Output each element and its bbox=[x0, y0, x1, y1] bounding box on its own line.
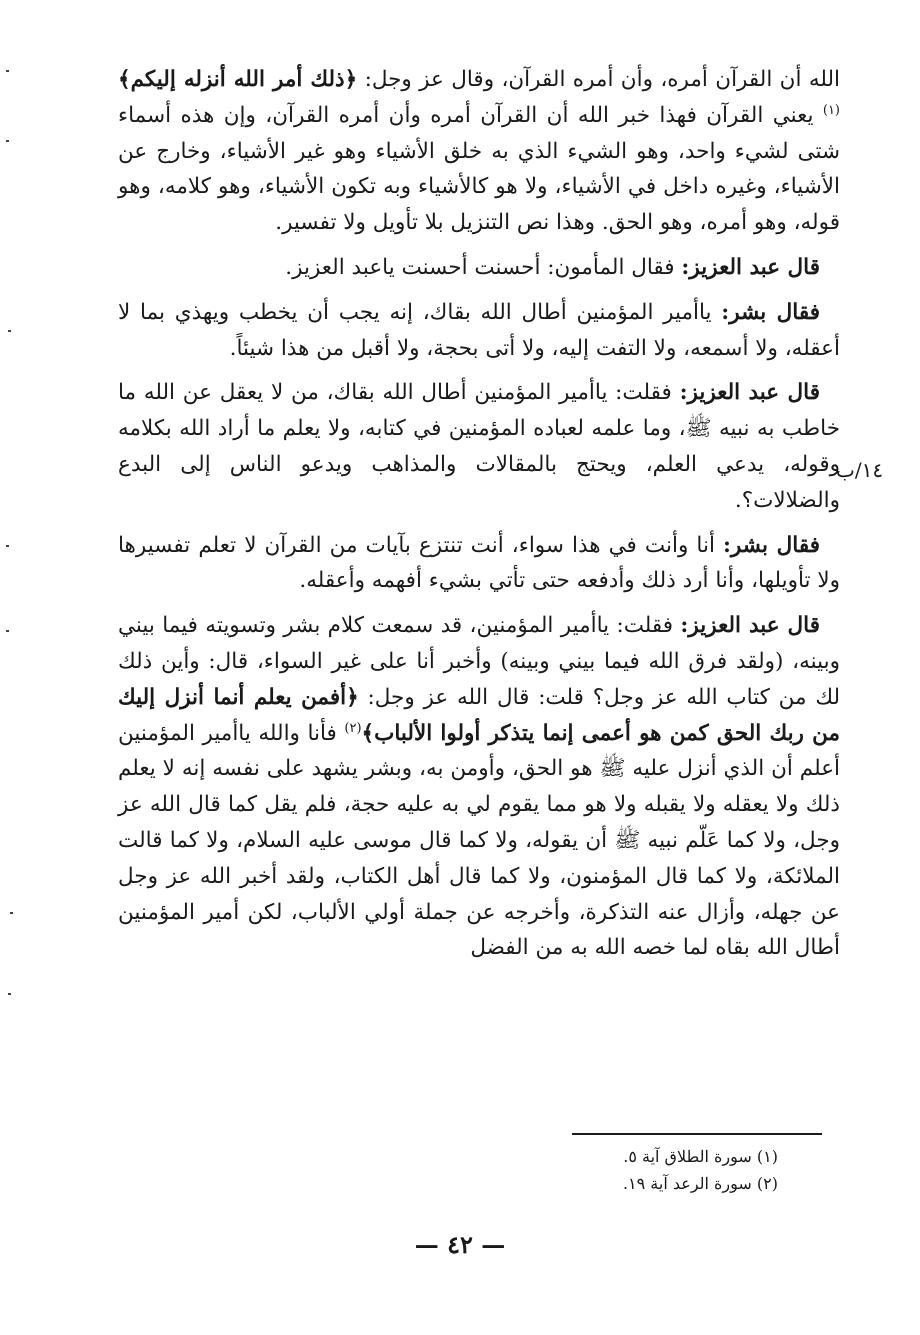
scan-speck bbox=[6, 545, 9, 547]
paragraph-text: فقلت: ياأمير المؤمنين، قد سمعت كلام بشر وتسويته فيما بيني وبينه، (ولقد فرق الله فيما بيني وبينه) وأخبر أنا على غير السواء، قال: وأين ذلك لك من كتاب الله عز وجل؟ قلت: قال الله عز وجل: bbox=[118, 613, 840, 710]
paragraph-text: ياأمير المؤمنين أطال الله بقاك، إنه يجب أن يخطب ويهذي بما لا أعقله، ولا أسمعه، ولا التفت إليه، ولا أتى بحجة، ولا أقبل من هذا شيئاً. bbox=[118, 299, 840, 361]
scan-speck bbox=[10, 912, 13, 914]
paragraph-5 bbox=[118, 528, 840, 600]
footnote-1: (١) سورة الطلاق آية ٥. bbox=[623, 1147, 778, 1166]
speaker-label: قال عبد العزيز: bbox=[681, 254, 820, 280]
paragraph-text: أنا وأنت في هذا سواء، أنت تنتزع بآيات من القرآن لا تعلم تفسيرها ولا تأويلها، وأنا أرد ذلك وأدفعه حتى تأتي بشيء أفهمه وأعقله. bbox=[118, 532, 840, 594]
speaker-label: فقال بشر: bbox=[721, 299, 820, 325]
paragraph-text: فقلت: ياأمير المؤمنين أطال الله بقاك، من لا يعقل عن الله ما خاطب به نبيه ﷺ، وما علمه لعباده المؤمنين في كتابه، ولا يعلم ما أراد الله بكلامه وقوله، يدعي العلم، ويحتج بالمقالات والمذاهب ويدعو الناس إلى البدع والضلالات؟. bbox=[118, 380, 840, 513]
quran-verse: ﴿أفمن يعلم أنما أنزل إليك من ربك الحق كمن هو أعمى إنما يتذكر أولوا الألباب﴾ bbox=[118, 684, 841, 746]
scan-speck bbox=[6, 140, 9, 142]
scan-speck bbox=[6, 630, 9, 632]
footnote-2: (٢) سورة الرعد آية ١٩. bbox=[622, 1174, 778, 1193]
main-text bbox=[118, 62, 840, 975]
manuscript-folio-note: ١٤/ب bbox=[836, 458, 884, 482]
paragraph-3 bbox=[118, 295, 840, 367]
paragraph-text: يعني القرآن فهذا خبر الله أن القرآن أمره وأن أمره القرآن، وإن هذه أسماء شتى لشيء واحد، وهو الشيء الذي به خلق الأشياء وهو غير الأشياء، وخارج عن الأشياء، وغيره داخل في الأشياء، ولا هو كالأشياء وبه تكون الأشياء، وهو كلامه، وهو قوله، وهو أمره، وهو الحق. وهذا نص التنزيل بلا تأويل ولا تفسير. bbox=[118, 102, 840, 236]
scan-speck bbox=[6, 70, 9, 72]
speaker-label: قال عبد العزيز: bbox=[680, 613, 820, 639]
scan-speck bbox=[8, 993, 11, 995]
paragraph-6 bbox=[118, 608, 840, 966]
paragraph-text: فقال المأمون: أحسنت أحسنت ياعبد العزيز. bbox=[285, 254, 682, 280]
paragraph-2 bbox=[118, 250, 840, 286]
paragraph-text: فأنا والله ياأمير المؤمنين أعلم أن الذي أنزل عليه ﷺ هو الحق، وأومن به، وبشر يشهد على نفسه إنه لا يعلم ذلك ولا يعقله ولا يقبله ولا هو مما يقوم لي به عليه حجة، فلم يقل كما قال الله عز وجل، ولا كما عَلّم نبيه ﷺ أن يقوله، ولا كما قال موسى عليه السلام، ولا كما قالت الملائكة، ولا كما قال المؤمنون، ولا كما قال أهل الكتاب، ولقد أخبر الله عز وجل عن جهله، وأزال عنه التذكرة، وأخرجه عن جملة أولي الألباب، لكن أمير المؤمنين أطال الله بقاه لما خصه الله به من الفضل bbox=[118, 720, 840, 961]
speaker-label: فقال بشر: bbox=[722, 532, 820, 558]
quran-verse: ﴿ذلك أمر الله أنزله إليكم﴾ bbox=[118, 67, 358, 92]
scan-speck bbox=[8, 330, 11, 332]
footnote-divider bbox=[572, 1133, 822, 1135]
footnotes bbox=[623, 1143, 778, 1197]
footnote-ref-2: (٢) bbox=[344, 720, 362, 736]
paragraph-text: الله أن القرآن أمره، وأن أمره القرآن، وقال عز وجل: bbox=[357, 67, 840, 92]
page-number: — ٤٢ — bbox=[414, 1230, 506, 1259]
paragraph-1 bbox=[118, 62, 840, 241]
footnote-ref-1: (١) bbox=[822, 102, 840, 118]
paragraph-4 bbox=[118, 375, 840, 518]
speaker-label: قال عبد العزيز: bbox=[679, 380, 820, 406]
